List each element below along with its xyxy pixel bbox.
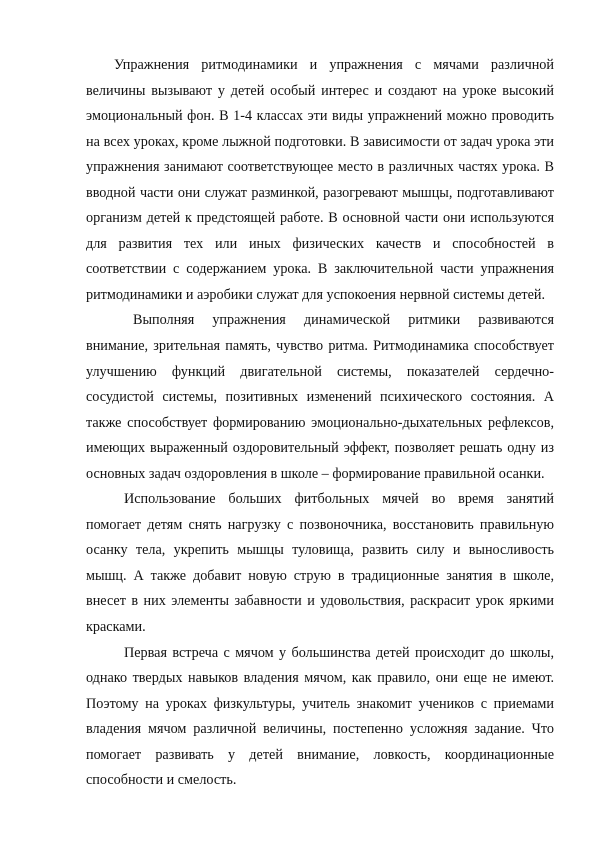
paragraph-3: Использование больших фитбольных мячей во время занятий помогает детям снять нагрузку с позвоночника, восстановить правильную осанку тела, укрепить мышцы туловища, развить силу и выносливость мышц. А также добавит новую струю в традиционные занятия в школе, внесет в них элементы забавности и удовольствия, раскрасит урок яркими красками. — [86, 491, 554, 636]
document-body — [86, 53, 554, 794]
paragraph-2: Выполняя упражнения динамической ритмики развиваются внимание, зрительная память, чувство ритма. Ритмодинамика способствует улучшению функций двигательной системы, показателей сердечно-сосудистой системы, позитивных изменений психического состояния. А также способствует формированию эмоционально-дыхательных рефлексов, имеющих выраженный оздоровительный эффект, позволяет решать одну из основных задач оздоровления в школе – формирование правильной осанки. — [86, 312, 554, 482]
paragraph-4: Первая встреча с мячом у большинства детей происходит до школы, однако твердых навыков владения мячом, как правило, они еще не имеют. Поэтому на уроках физкультуры, учитель знакомит учеников с приемами владения мячом различной величины, постепенно усложняя задание. Что помогает развивать у детей внимание, ловкость, координационные способности и смелость. — [86, 644, 554, 789]
paragraph-1: Упражнения ритмодинамики и упражнения с мячами различной величины вызывают у детей особый интерес и создают на уроке высокий эмоциональный фон. В 1-4 классах эти виды упражнений можно проводить на всех уроках, кроме лыжной подготовки. В зависимости от задач урока эти упражнения занимают соответствующее место в различных частях урока. В вводной части они служат разминкой, разогревают мышцы, подготавливают организм детей к предстоящей работе. В основной части они используются для развития тех или иных физических качеств и способностей в соответствии с содержанием урока. В заключительной части упражнения ритмодинамики и аэробики служат для успокоения нервной системы детей. — [86, 57, 554, 303]
